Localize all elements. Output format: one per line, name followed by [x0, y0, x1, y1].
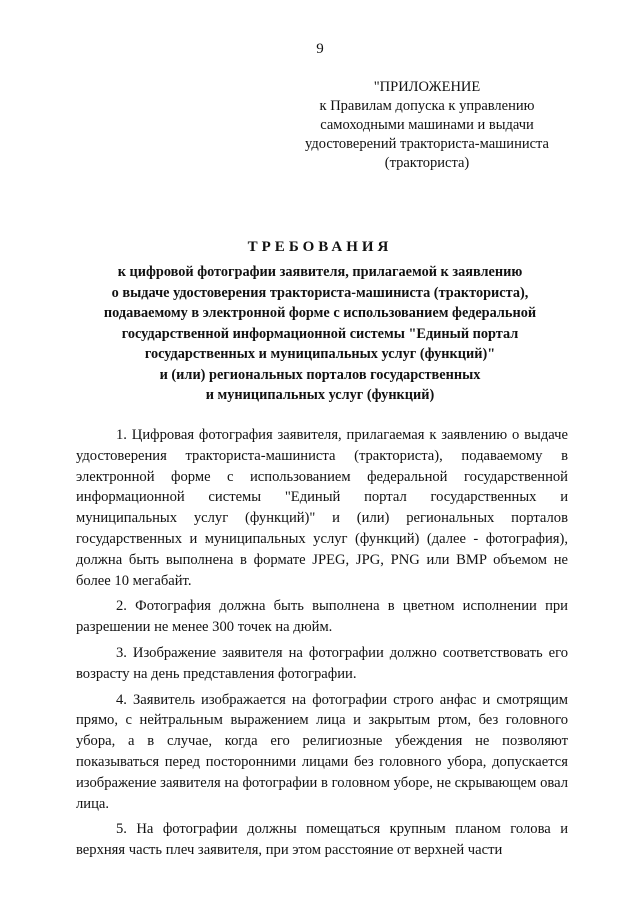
document-subtitle: [60, 262, 580, 406]
appendix-line: "ПРИЛОЖЕНИЕ: [373, 79, 481, 95]
subtitle-line: к цифровой фотографии заявителя, прилагаемой к заявлению: [117, 264, 523, 280]
subtitle-line: о выдаче удостоверения тракториста-машиниста (тракториста),: [111, 284, 529, 301]
subtitle-line: и муниципальных услуг (функций): [205, 387, 435, 403]
paragraph-4: 4. Заявитель изображается на фотографии строго анфас и смотрящим прямо, с нейтральным выражением лица и закрытым ртом, без головного убора, а в случае, когда его религиозные убеждения не позволяют показываться перед посторонними лицами без головного убора, допускается изображение заявителя на фотографии в головном уборе, не скрывающем овал лица.: [76, 691, 568, 812]
paragraph-2: 2. Фотография должна быть выполнена в цветном исполнении при разрешении не менее 300 точек на дюйм.: [76, 598, 568, 636]
appendix-header: [282, 78, 572, 173]
appendix-line: удостоверений тракториста-машиниста: [305, 136, 549, 152]
paragraph-1: 1. Цифровая фотография заявителя, прилагаемая к заявлению о выдаче удостоверения тракториста-машиниста (тракториста), подаваемому в электронной форме с использованием федеральной государственной информационной системы "Единый портал государственных и муниципальных услуг (функций)" и (или) региональных порталов государственных и муниципальных услуг (функций) (далее - фотография), должна быть выполнена в формате JPEG, JPG, PNG или BMP объемом не более 10 мегабайт.: [76, 427, 568, 589]
paragraph-3: 3. Изображение заявителя на фотографии должно соответствовать его возрасту на день представления фотографии.: [76, 644, 568, 682]
page-number: 9: [316, 41, 324, 57]
subtitle-line: государственной информационной системы "Единый портал: [121, 325, 519, 342]
subtitle-line: подаваемому в электронной форме с использованием федеральной: [103, 305, 537, 321]
subtitle-line: и (или) региональных порталов государственных: [159, 366, 481, 383]
document-title: ТРЕБОВАНИЯ: [247, 239, 393, 255]
appendix-line: к Правилам допуска к управлению: [319, 98, 535, 114]
paragraph-5: 5. На фотографии должны помещаться крупным планом голова и верхняя часть плеч заявителя, при этом расстояние от верхней части: [76, 821, 568, 859]
appendix-line: (тракториста): [384, 155, 470, 171]
document-body: [76, 425, 568, 866]
subtitle-line: государственных и муниципальных услуг (функций)": [144, 346, 496, 362]
appendix-line: самоходными машинами и выдачи: [320, 117, 534, 133]
